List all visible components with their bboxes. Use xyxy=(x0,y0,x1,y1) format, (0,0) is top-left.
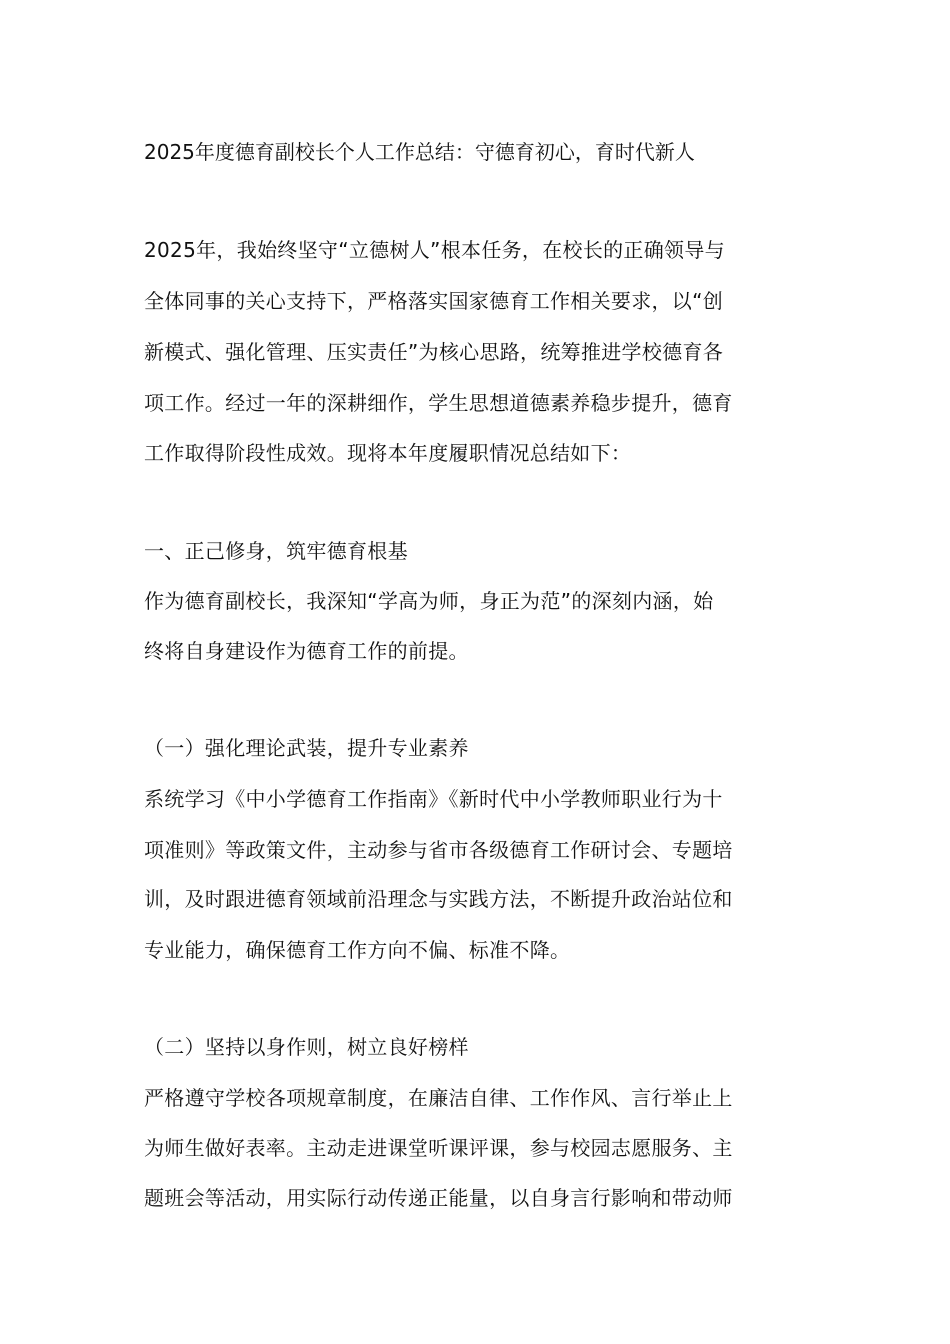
section-heading: 一、正己修身，筑牢德育根基 xyxy=(144,539,408,563)
subsection-body-line: 为师生做好表率。主动走进课堂听课评课，参与校园志愿服务、主 xyxy=(144,1136,733,1160)
subsection-body-line: 严格遵守学校各项规章制度，在廉洁自律、工作作风、言行举止上 xyxy=(144,1086,733,1110)
intro-line: 全体同事的关心支持下，严格落实国家德育工作相关要求，以“创 xyxy=(144,289,724,313)
intro-line: 新模式、强化管理、压实责任”为核心思路，统筹推进学校德育各 xyxy=(144,340,724,364)
subsection-heading: （二）坚持以身作则，树立良好榜样 xyxy=(144,1035,469,1059)
subsection-body-line: 题班会等活动，用实际行动传递正能量，以自身言行影响和带动师 xyxy=(144,1186,733,1210)
intro-line: 项工作。经过一年的深耕细作，学生思想道德素养稳步提升，德育 xyxy=(144,391,733,415)
intro-line: 2025年，我始终坚守“立德树人”根本任务，在校长的正确领导与 xyxy=(144,238,725,262)
section-body-line: 终将自身建设作为德育工作的前提。 xyxy=(144,639,469,663)
intro-line: 工作取得阶段性成效。现将本年度履职情况总结如下： xyxy=(144,441,632,465)
document-title: 2025年度德育副校长个人工作总结：守德育初心，育时代新人 xyxy=(144,140,695,164)
section-body-line: 作为德育副校长，我深知“学高为师，身正为范”的深刻内涵，始 xyxy=(144,589,714,613)
subsection-body-line: 系统学习《中小学德育工作指南》《新时代中小学教师职业行为十 xyxy=(144,787,723,811)
subsection-heading: （一）强化理论武装，提升专业素养 xyxy=(144,736,469,760)
subsection-body-line: 项准则》等政策文件，主动参与省市各级德育工作研讨会、专题培 xyxy=(144,838,733,862)
subsection-body-line: 专业能力，确保德育工作方向不偏、标准不降。 xyxy=(144,938,571,962)
subsection-body-line: 训，及时跟进德育领域前沿理念与实践方法，不断提升政治站位和 xyxy=(144,887,733,911)
